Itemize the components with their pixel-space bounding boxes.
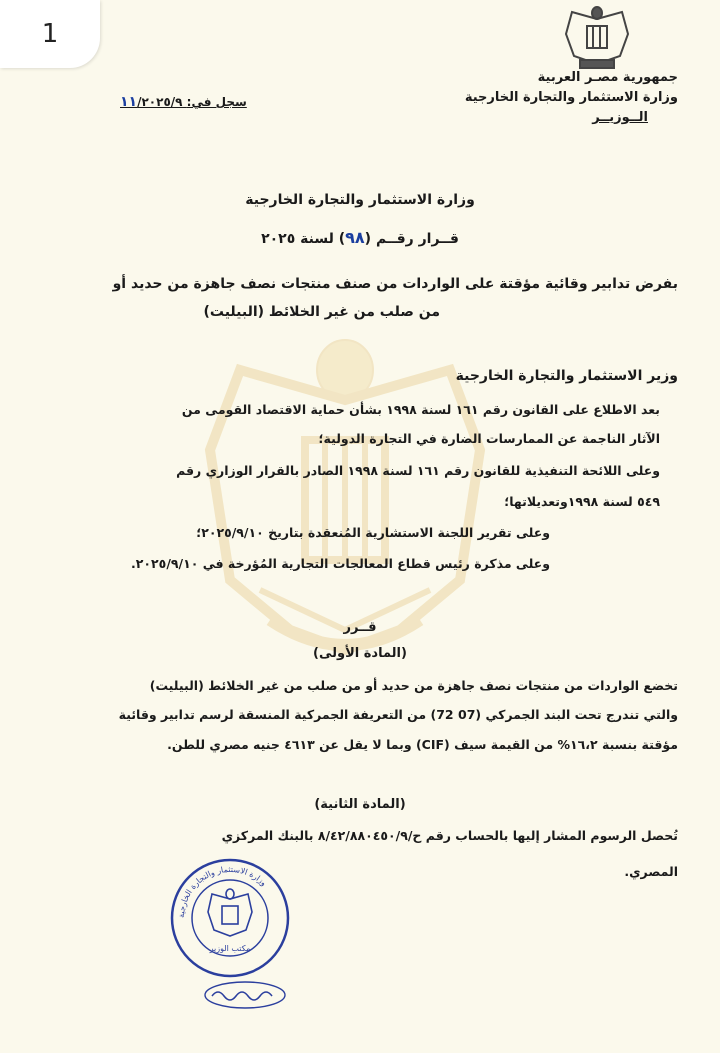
preamble-line: ٥٤٩ لسنة ١٩٩٨وتعديلاتها؛ <box>504 494 660 509</box>
title-ministry: وزارة الاستثمار والتجارة الخارجية <box>245 192 475 208</box>
article1-line: تخضع الواردات من منتجات نصف جاهزة من حديد أو من صلب من غير الخلائط (البيليت) <box>149 678 678 693</box>
decree-number: ٩٨ <box>345 228 365 247</box>
preamble-heading: وزير الاستثمار والتجارة الخارجية <box>455 368 678 384</box>
article2-line: تُحصل الرسوم المشار إليها بالحساب رقم ح/٨/٤٢/٨٨٠٤٥٠/٩ بالبنك المركزي <box>221 828 678 843</box>
stamp-ring-text: وزارة الاستثمار والتجارة الخارجية <box>176 864 269 919</box>
preamble-line: وعلى اللائحة التنفيذية للقانون رقم ١٦١ لسنة ١٩٩٨ الصادر بالقرار الوزاري رقم <box>176 463 660 478</box>
registration-date <box>120 94 247 110</box>
decree-subject-line1: بفرض تدابير وقائية مؤقتة على الواردات من صنف منتجات نصف جاهزة من حديد أو <box>112 276 678 292</box>
stamp-center-text: مكتب الوزير <box>209 944 251 953</box>
article1-line: مؤقتة بنسبة ١٦،٢% من القيمة سيف (CIF) وبما لا يقل عن ٤٦١٣ جنيه مصري للطن. <box>167 737 678 752</box>
article2-title: (المادة الثانية) <box>314 797 406 812</box>
header-ministry: وزارة الاستثمار والتجارة الخارجية <box>464 90 678 105</box>
preamble-line: بعد الاطلاع على القانون رقم ١٦١ لسنة ١٩٩٨ بشأن حماية الاقتصاد القومى من <box>181 402 660 417</box>
registration-label: سجل في: <box>186 95 247 109</box>
header-country: جمهورية مصـر العربية <box>537 70 678 85</box>
decree-title <box>0 228 720 247</box>
article1-title: (المادة الأولى) <box>313 646 407 661</box>
decree-suffix: ) لسنة ٢٠٢٥ <box>261 231 346 247</box>
page-number-badge: 1 <box>0 0 100 68</box>
preamble-line: الآثار الناجمة عن الممارسات الضارة في التجارة الدولية؛ <box>318 431 660 446</box>
ministry-seal-stamp <box>168 856 292 980</box>
decree-prefix: قــرار رقــم ( <box>364 231 459 247</box>
header-minister-office: الــوزيــر <box>592 110 648 125</box>
registration-rest: /٢٠٢٥/٩ <box>137 95 183 109</box>
egypt-eagle-emblem-icon <box>562 4 632 70</box>
stamp-eagle-icon <box>208 889 252 936</box>
watermark-eagle-icon <box>200 330 490 690</box>
preamble-line: وعلى تقرير اللجنة الاستشارية المُنعقدة بتاريخ ٢٠٢٥/٩/١٠؛ <box>196 525 550 540</box>
preamble-line: وعلى مذكرة رئيس قطاع المعالجات التجارية المُؤرخة في ٢٠٢٥/٩/١٠. <box>131 556 550 571</box>
registration-day: ١١ <box>120 94 138 110</box>
article2-line: المصري. <box>624 864 678 879</box>
article1-line: والتي تندرج تحت البند الجمركي (07 72) من التعريفة الجمركية المنسقة لرسم تدابير وقائية <box>118 707 678 722</box>
handwritten-signature <box>200 978 290 1012</box>
decree-subject-line2: من صلب من غير الخلائط (البيليت) <box>203 304 440 320</box>
decision-word: قــرر <box>343 620 377 635</box>
